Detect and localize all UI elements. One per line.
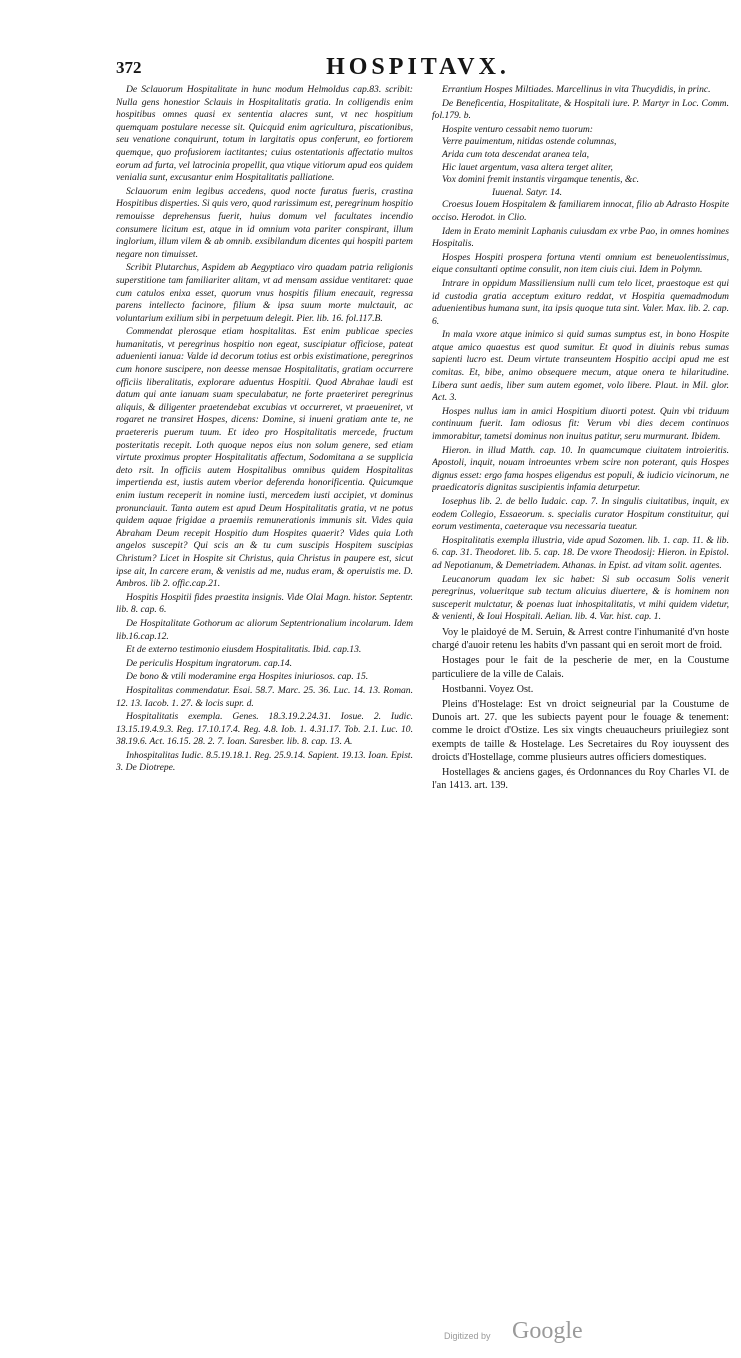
paragraph: Sclauorum enim legibus accedens, quod nocte furatus fueris, crastina Hospitibus disperties. Si quis vero, quod rarissimum est, peregrinum hospitio remouisse deprehensus fuerit, huius domum vel facultates incendio consumere licitum est, atque in id omnium vota pariter conspirant, illum inglorium, illum vilem & ab omnib. exsibilandum dicentes qui hospiti partem negare non timuisset. [116, 185, 413, 260]
left-column [116, 84, 413, 1096]
google-logo: Google [512, 1318, 583, 1344]
running-title: HOSPITAVX. [326, 54, 510, 80]
paragraph: Leucanorum quadam lex sic habet: Si sub occasum Solis venerit peregrinus, volueritque sub tectum alicuius diuertere, & is hominem non susceperit mulctatur, & poenas luat inhospitalitatis, vt mihi quidem videtur, & venienti, & Ioui Hospitali. Aelian. lib. 4. Var. hist. cap. 1. [432, 573, 729, 623]
paragraph: Iosephus lib. 2. de bello Iudaic. cap. 7. In singulis ciuitatibus, inquit, ex eodem Collegio, Essaeorum. s. specialis curator Hospitum constituitur, qui eorum vestimenta, caeteraque vsu necessaria tueatur. [432, 496, 729, 533]
paragraph: Hospitis Hospitii fides praestita insignis. Vide Olai Magn. histor. Septentr. lib. 8. cap. 6. [116, 591, 413, 616]
verse-line: Hospite venturo cessabit nemo tuorum: [442, 123, 593, 135]
paragraph: Errantium Hospes Miltiades. Marcellinus in vita Thucydidis, in princ. [442, 84, 711, 95]
paragraph: De Sclauorum Hospitalitate in hunc modum Helmoldus cap.83. scribit: Nulla gens honestior Sclauis in Hospitalitatis gratia. In colligendis enim hospitibus omnes quasi ex sententia alacres sunt, vt nec hospitium quemquam postulare necesse sit. Quicquid enim agricultura, piscationibus, seu venatione conquirunt, totum in largitatis opus conferunt, eo fortiorem quemque, quo profusiorem iactitantes; cuius ostentationis affectatio multos eorum ad furta, vel latrocinia propellit, qua vtique vitiorum apud eos quidem venialia sunt, excusantur enim Hospitalitatis palliatione. [116, 84, 413, 184]
paragraph: Hospes Hospiti prospera fortuna vtenti omnium est beneuolentissimus, eique consultanti optime consulit, non item ciuis ciui. Idem in Polymn. [432, 251, 729, 276]
page-header [112, 54, 724, 84]
watermark-prefix: Digitized by [444, 1331, 491, 1341]
right-column [432, 84, 729, 1169]
french-paragraph: Hostbanni. Voyez Ost. [442, 683, 534, 695]
paragraph: Intrare in oppidum Massiliensium nulli cum telo licet, praestoque est qui id custodia gratia acceptum exituro reddat, vt Hospitia quemadmodum aduenientibus humana sunt, ita ipsis quoque tuta sint. Valer. Max. lib. 2. cap. 6. [432, 277, 729, 327]
paragraph: Hieron. in illud Matth. cap. 10. In quamcumque ciuitatem introieritis. Apostoli, inquit, nouam introeuntes vrbem scire non poterant, quis Hospes dignus esset: ergo fama hospes eligendus est populi, & iudicio vicinorum, ne praedicatoris dignitas suscipientis infamia deturpetur. [432, 444, 729, 494]
verse-line: Hic lauet argentum, vasa altera terget aliter, [442, 161, 613, 173]
paragraph: Scribit Plutarchus, Aspidem ab Aegyptiaco viro quadam patria religionis superstitione tam familiariter alitam, vt ad mensam assidue ventitaret: quae cum catulos enixa esset, quorum vnus hospitis filium enecauit, regressa parens intellecto facinore, filium & ipsa suum morte mulctauit, ac voluntarium exilium sibi in perpetuum delegit. Pier. lib. 16. fol.117.B. [116, 262, 413, 324]
paragraph: Inhospitalitas Iudic. 8.5.19.18.1. Reg. 25.9.14. Sapient. 19.13. Ioan. Epist. 3. De Diotrepe. [116, 749, 413, 774]
paragraph: De bono & vtili moderamine erga Hospites iniuriosos. cap. 15. [126, 671, 369, 683]
verse-line: Vox domini fremit instantis virgamque tenentis, &c. [442, 174, 640, 186]
paragraph: De Hospitalitate Gothorum ac aliorum Septentrionalium incolarum. Idem lib.16.cap.12. [116, 617, 413, 642]
paragraph: Idem in Erato meminit Laphanis cuiusdam ex vrbe Pao, in omnes homines Hospitalis. [432, 225, 729, 250]
french-paragraph: Hostages pour le fait de la pescherie de mer, en la Coustume particuliere de la ville de Calais. [432, 655, 729, 680]
paragraph: Et de externo testimonio eiusdem Hospitalitatis. Ibid. cap.13. [126, 644, 362, 656]
paragraph: Croesus Iouem Hospitalem & familiarem innocat, filio ab Adrasto Hospite occiso. Herodot. in Clio. [432, 199, 729, 223]
page-number: 372 [116, 58, 142, 77]
verse-citation: Iuuenal. Satyr. 14. [492, 186, 563, 198]
verse-line: Verre pauimentum, nitidas ostende columnas, [442, 136, 617, 148]
french-paragraph: Voy le plaidoyé de M. Seruin, & Arrest contre l'inhumanité d'vn hoste chargé d'auoir retenu les habits d'vn passant qui en seroit mort de froid. [432, 626, 729, 652]
paragraph: De Beneficentia, Hospitalitate, & Hospitali iure. P. Martyr in Loc. Comm. fol.179. b. [432, 97, 729, 122]
paragraph: Hospitalitatis exempla illustria, vide apud Sozomen. lib. 1. cap. 11. & lib. 6. cap. 31. Theodoret. lib. 5. cap. 18. De vxore Theodosij: Hieron. in Epistol. ad Nepotianum, & Demetriadem. Athanas. in Epist. ad vitam solit. agentes. [432, 534, 729, 571]
paragraph: In mala vxore atque inimico si quid sumas sumptus est, in bono Hospite atque amico quaestus est quod sumitur. Et quod in diuinis rebus sumas sapienti lucro est. Deum virtute transeuntem Hospitio accipi apud me est comitas. Et, bibe, animo obsequere mecum, atque onera te hilaritudine. Libera sunt aedis, liber sum autem egomet, volo libere. Plaut. in Mil. glor. Act. 3. [432, 329, 729, 404]
paragraph: Hospes nullus iam in amici Hospitium diuorti potest. Quin vbi triduum continuum fuerit. Iam odiosus fit: Verum vbi dies decem continuos immorabitur, tametsi dominus non inuitus patitur, seru murmurant. Ibidem. [432, 405, 729, 443]
digitized-watermark [444, 1318, 614, 1346]
french-paragraph: Pleins d'Hostelage: Est vn droict seigneurial par la Coustume de Dunois art. 27. que les subiects payent pour le fouage & tenement: comme le droict d'Ostize. Les six vingts cheuaucheurs priuilegiez sont exempts de taille & Hostelage. Les Secretaires du Roy iouyssent des droicts d'Hostellage, comme plusieurs autres officiers domestiques. [432, 698, 729, 763]
verse-line: Arida cum tota descendat aranea tela, [442, 148, 590, 160]
paragraph: Hospitalitas commendatur. Esai. 58.7. Marc. 25. 36. Luc. 14. 13. Roman. 12. 13. Iacob. 1. 27. & locis supr. d. [116, 684, 413, 709]
paragraph: Hospitalitatis exempla. Genes. 18.3.19.2.24.31. Iosue. 2. Iudic. 13.15.19.4.9.3. Reg. 17.10.17.4. Reg. 4.8. Iob. 1. 4.31.17. Tob. 2.1. Luc. 10. 38.19.6. Act. 16.15. 28. 2. 7. Ioan. Saresber. lib. 8. cap. 13. A. [116, 711, 413, 748]
french-paragraph: Hostellages & anciens gages, és Ordonnances du Roy Charles VI. de l'an 1413. art. 139. [432, 766, 729, 792]
paragraph: Commendat plerosque etiam hospitalitas. Est enim publicae species humanitatis, vt peregrinus hospitio non egeat, suscipiatur officiose, pateat aduenienti ianua: Valde id decorum totius est orbis existimatione, peregrinos cum honore suscipere, non deesse mensae Hospitalitatis, gratiam occurrere officiis liberalitatis, explorare aduentus Hospitii. Quod Abrahae laudi est datum qui ante ianuam suam speculabatur, ne forte praeteriret peregrinus aliquis, & diligenter praetendebat excubias vt occurreret, vt praeueniret, vt rogaret ne transiret Hospes, dicens: Domine, si inueni gratiam ante te, ne praetereris puerum tuum. Et ideo pro Hospitalitatis mercede, fructum posteritatis recepit. Loth quoque nepos eius non solum genere, sed etiam virtute proximus propter Hospitalitatis affectum, Sodomitana a se supplicia deto rsit. In officiis autem Hospitalibus omnibus quidem Hospitalitas impertienda est, iustis autem vberior deferenda honorificentia. Quicumque enim iustum receperit in nomine iusti, mercedem iusti accipiet, vt dominus pronunciauit. Tanta autem est apud Deum Hospitalitatis gratia, vt ne potus quidem aquae frigidae a praemiis remunerationis immunis sit. Vides quia Abraham Deum recepit Hospitio dum Hospites quaerit? Vides quia Loth angelos suscepit? Qui scis an & tu cum suscipis Hospitem suscipias Christum? Licet in Hospite sit Christus, quia Christus in paupere est, sicut ipse ait, In carcere eram, & venistis ad me, nudus eram, & operuistis me. D. Ambros. lib 2. offic.cap.21. [116, 326, 413, 590]
paragraph: De periculis Hospitum ingratorum. cap.14. [126, 657, 293, 669]
